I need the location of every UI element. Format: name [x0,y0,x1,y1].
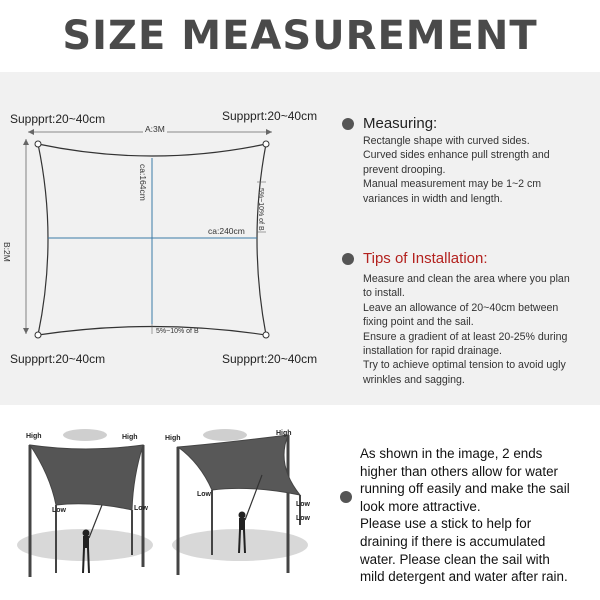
center-horizontal-label: ca:240cm [208,226,245,236]
installation-line: Measure and clean the area where you plan [363,273,570,285]
illus-label-low: Low [52,507,66,514]
height-dimension-label: B:2M [2,242,12,262]
drainage-section [0,405,600,600]
drainage-line: As shown in the image, 2 ends [360,446,543,461]
drainage-line: mild detergent and water after rain. [360,569,568,585]
support-top-right-label: Suppprt:20~40cm [222,109,318,123]
installation-line: Leave an allowance of 20~40cm between [363,301,559,314]
installation-line: installation for rapid drainage. [363,345,502,358]
drainage-line: Please use a stick to help for [360,516,532,532]
installation-illustration [0,405,330,600]
drainage-line: running off easily and make the sail [360,481,570,497]
illus-label-low: Low [197,491,211,498]
page-title: SIZE MEASUREMENT [62,13,538,59]
measuring-line: variances in width and length. [363,192,503,205]
illus-label-high: High [26,433,42,440]
measuring-line: Manual measurement may be 1~2 cm [363,178,542,191]
installation-title: Tips of Installation: [363,250,488,267]
installation-line: to install. [363,287,405,300]
installation-line: Ensure a gradient of at least 20-25% during [363,330,568,343]
measuring-line: prevent drooping. [363,163,446,176]
installation-bullet-icon [342,253,354,265]
measurement-panel [0,72,600,405]
drainage-line: look more attractive. [360,498,481,514]
illus-label-high: High [165,435,181,442]
bottom-curve-label: 5%~10% of B [156,328,199,335]
drainage-line: draining if there is accumulated [360,533,546,549]
illus-label-low: Low [134,505,148,512]
support-bottom-right-label: Suppprt:20~40cm [222,352,318,366]
installation-line: fixing point and the sail. [363,316,474,329]
measuring-title: Measuring: [363,115,438,132]
measuring-bullet-icon [342,118,354,130]
measuring-text [363,134,600,206]
support-bottom-left-label: Suppprt:20~40cm [10,352,106,366]
drainage-line: water. Please clean the sail with [360,551,550,567]
side-curve-label: 5%~10% of B [257,188,264,231]
header [0,0,600,72]
illus-label-low: Low [296,515,310,522]
center-vertical-label: ca:164cm [138,164,148,201]
width-dimension-label: A:3M [145,124,165,134]
illus-label-high: High [122,434,138,441]
drainage-bullet-icon [340,491,352,503]
installation-text [363,272,600,387]
measuring-line: Curved sides enhance pull strength and [363,149,550,162]
measuring-line: Rectangle shape with curved sides. [363,135,530,147]
installation-line: Try to achieve optimal tension to avoid ugly [363,359,566,372]
installation-line: wrinkles and sagging. [363,373,465,386]
illus-label-low: Low [296,501,310,508]
sail-diagram [0,72,340,405]
illus-label-high: High [276,430,292,437]
drainage-text [360,445,596,586]
drainage-line: higher than others allow for water [360,463,558,479]
info-column [342,72,600,405]
support-top-left-label: Suppprt:20~40cm [10,112,106,126]
